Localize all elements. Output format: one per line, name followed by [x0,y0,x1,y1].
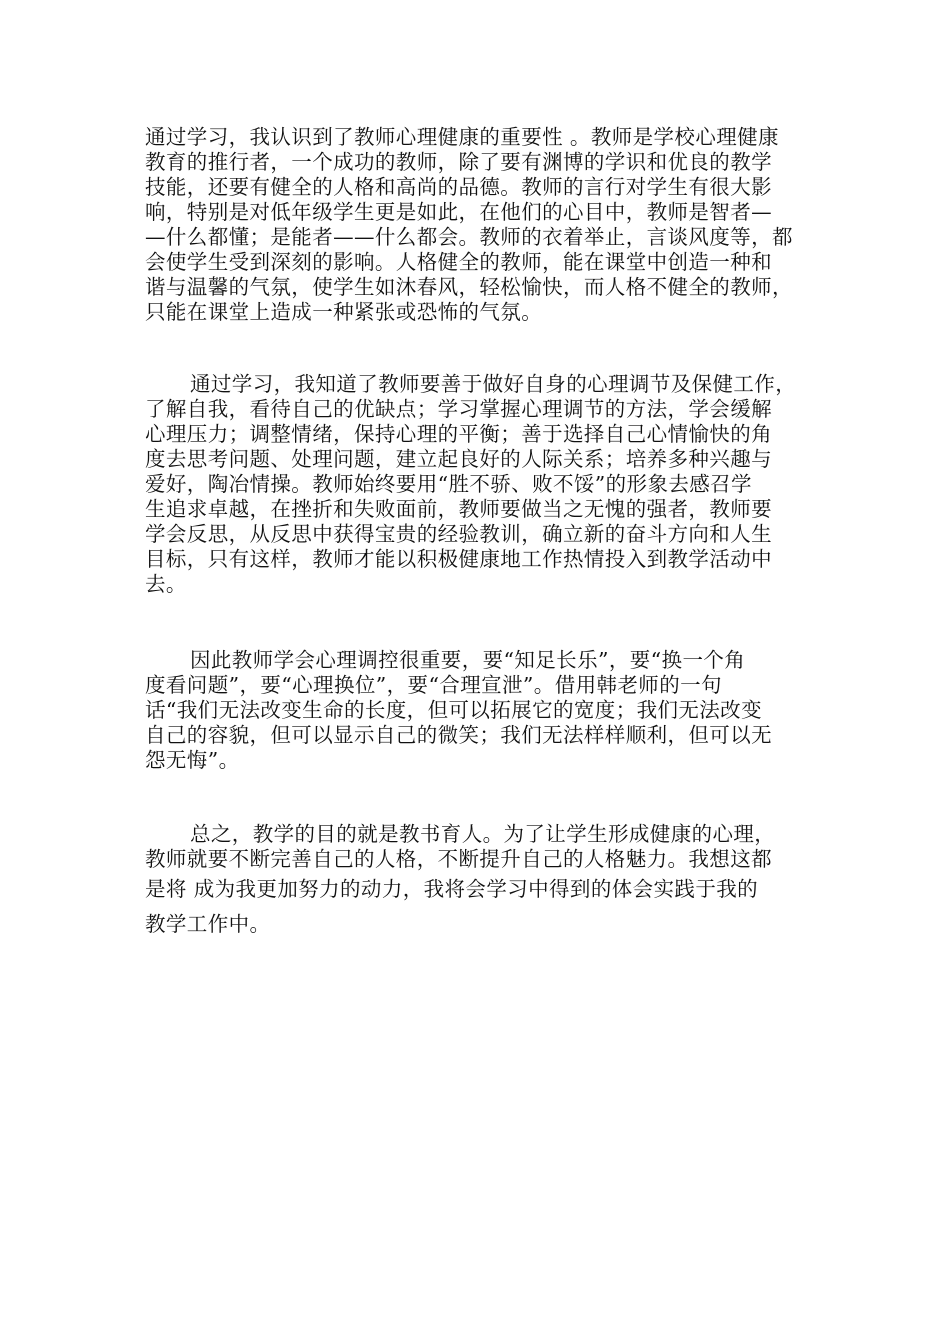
text-line: 教学工作中。 [145,912,271,936]
paragraph-2 [145,372,815,597]
text-line: 怨无悔”。 [145,748,240,772]
paragraph-4 [145,822,815,942]
text-line: 学会反思，从反思中获得宝贵的经验教训，确立新的奋斗方向和人生 [145,522,772,546]
text-line: 会使学生受到深刻的影响。人格健全的教师，能在课堂中创造一种和 [145,250,772,274]
text-line: 是将 成为我更加努力的动力，我将会学习中得到的体会实践于我的 [145,877,759,901]
text-line: 通过学习，我知道了教师要善于做好自身的心理调节及保健工作， [190,372,797,396]
text-line: 度看问题”，要“心理换位”，要“合理宣泄”。借用韩老师的一句 [145,673,722,697]
text-line: 度去思考问题、处理问题，建立起良好的人际关系；培养多种兴趣与 [145,447,772,471]
text-line: 总之，教学的目的就是教书育人。为了让学生形成健康的心理， [190,822,776,846]
text-line: 通过学习，我认识到了教师心理健康的重要性 。教师是学校心理健康 [145,125,779,149]
text-line: 自己的容貌，但可以显示自己的微笑；我们无法样样顺利，但可以无 [145,723,772,747]
text-line: —什么都懂；是能者——什么都会。教师的衣着举止，言谈风度等，都 [145,225,793,249]
text-line: 教师就要不断完善自己的人格，不断提升自己的人格魅力。我想这都 [145,847,772,871]
text-line: 话“我们无法改变生命的长度，但可以拓展它的宽度；我们无法改变 [145,698,762,722]
paragraph-1 [145,125,815,325]
text-line: 因此教师学会心理调控很重要，要“知足长乐”，要“换一个角 [190,648,746,672]
text-line: 生追求卓越，在挫折和失败面前，教师要做当之无愧的强者，教师要 [145,497,772,521]
text-line: 技能，还要有健全的人格和高尚的品德。教师的言行对学生有很大影 [145,175,772,199]
text-line: 只能在课堂上造成一种紧张或恐怖的气氛。 [145,300,543,324]
text-line: 教育的推行者，一个成功的教师，除了要有渊博的学识和优良的教学 [145,150,772,174]
text-line: 了解自我，看待自己的优缺点；学习掌握心理调节的方法，学会缓解 [145,397,772,421]
text-line: 响，特别是对低年级学生更是如此，在他们的心目中，教师是智者— [145,200,772,224]
text-line: 谐与温馨的气氛，使学生如沐春风，轻松愉快，而人格不健全的教师， [145,275,793,299]
text-line: 目标，只有这样，教师才能以积极健康地工作热情投入到教学活动中 [145,547,772,571]
text-line: 去。 [145,572,187,596]
text-line: 心理压力；调整情绪，保持心理的平衡；善于选择自己心情愉快的角 [145,422,772,446]
text-line: 爱好，陶冶情操。教师始终要用“胜不骄、败不馁”的形象去感召学 [145,472,752,496]
paragraph-3 [145,648,815,773]
